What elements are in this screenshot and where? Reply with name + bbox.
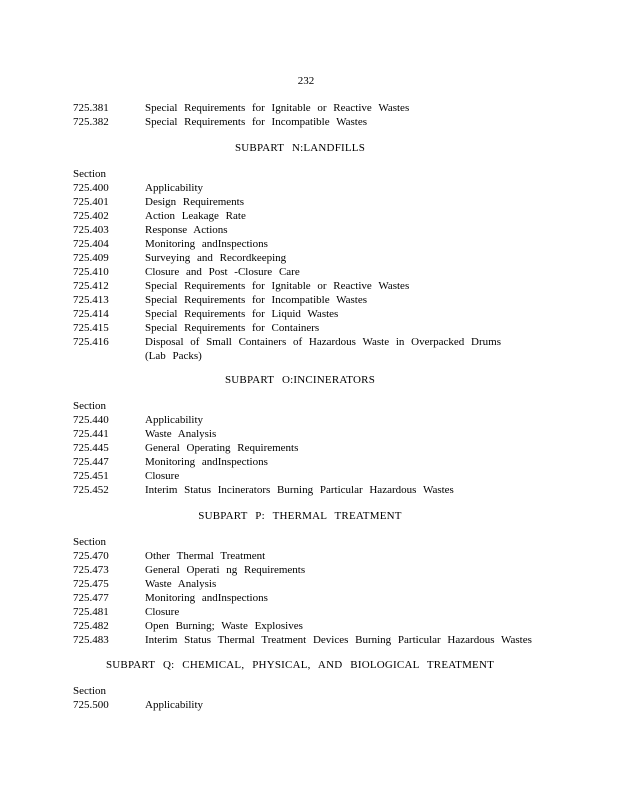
section-number: 725.414 — [73, 308, 109, 320]
section-title: Special Requirements for Liquid Wastes — [145, 308, 339, 320]
subpart-n-heading: SUBPART N:LANDFILLS — [234, 142, 366, 154]
section-title: Special Requirements for Incompatible Wastes — [145, 116, 368, 128]
section-label-row — [0, 399, 618, 413]
section-number: 725.452 — [73, 484, 109, 496]
subpart-q-heading: SUBPART Q: CHEMICAL, PHYSICAL, AND BIOLOGICAL TREATMENT — [105, 659, 495, 671]
section-title: Response Actions — [145, 224, 228, 236]
section-number: 725.410 — [73, 266, 109, 278]
section-number: 725.447 — [73, 456, 109, 468]
section-title: Waste Analysis — [145, 578, 217, 590]
section-label-row — [0, 684, 618, 698]
section-title: Special Requirements for Containers — [145, 322, 320, 334]
section-number: 725.382 — [73, 116, 109, 128]
list-item — [0, 101, 618, 115]
section-title: Special Requirements for Ignitable or Reactive Wastes — [145, 280, 410, 292]
list-item — [0, 605, 618, 619]
list-item — [0, 413, 618, 427]
section-title: Applicability — [145, 182, 204, 194]
section-title: Applicability — [145, 699, 204, 711]
section-title: General Operati ng Requirements — [145, 564, 306, 576]
section-label-row — [0, 167, 618, 181]
section-title: Interim Status Thermal Treatment Devices Burning Particular Hazardous Wastes — [145, 634, 532, 646]
list-item — [0, 251, 618, 265]
section-number: 725.402 — [73, 210, 109, 222]
section-number: 725.477 — [73, 592, 109, 604]
section-title: Open Burning; Waste Explosives — [145, 620, 303, 632]
section-label: Section — [73, 168, 106, 180]
section-number: 725.440 — [73, 414, 109, 426]
section-number: 725.500 — [73, 699, 109, 711]
list-item — [0, 469, 618, 483]
section-number: 725.415 — [73, 322, 109, 334]
section-number: 725.409 — [73, 252, 109, 264]
list-item — [0, 441, 618, 455]
subpart-o-list — [0, 399, 618, 497]
section-title: Closure — [145, 606, 180, 618]
section-number: 725.403 — [73, 224, 109, 236]
section-number: 725.475 — [73, 578, 109, 590]
section-title: Surveying and Recordkeeping — [145, 252, 287, 264]
list-item — [0, 427, 618, 441]
subpart-o-heading: SUBPART O:INCINERATORS — [224, 374, 376, 386]
section-number: 725.381 — [73, 102, 109, 114]
section-number: 725.404 — [73, 238, 109, 250]
section-title: Monitoring andInspections — [145, 592, 268, 604]
list-item — [0, 455, 618, 469]
section-label: Section — [73, 400, 106, 412]
list-item — [0, 307, 618, 321]
section-title: Applicability — [145, 414, 204, 426]
section-label: Section — [73, 685, 106, 697]
list-item — [0, 698, 618, 712]
list-item — [0, 563, 618, 577]
list-item — [0, 335, 618, 363]
section-title: Monitoring andInspections — [145, 238, 268, 250]
section-number: 725.470 — [73, 550, 109, 562]
list-item — [0, 223, 618, 237]
list-item — [0, 195, 618, 209]
top-entries — [0, 101, 618, 129]
section-number: 725.441 — [73, 428, 109, 440]
list-item — [0, 293, 618, 307]
section-title: Action Leakage Rate — [145, 210, 246, 222]
section-number: 725.482 — [73, 620, 109, 632]
list-item — [0, 483, 618, 497]
section-title: Monitoring andInspections — [145, 456, 268, 468]
section-number: 725.400 — [73, 182, 109, 194]
list-item — [0, 549, 618, 563]
list-item — [0, 619, 618, 633]
section-number: 725.451 — [73, 470, 109, 482]
section-number: 725.473 — [73, 564, 109, 576]
list-item — [0, 237, 618, 251]
subpart-q-list — [0, 684, 618, 712]
page-number: 232 — [297, 75, 315, 87]
subpart-p-heading: SUBPART P: THERMAL TREATMENT — [198, 510, 402, 522]
list-item — [0, 321, 618, 335]
list-item — [0, 591, 618, 605]
list-item — [0, 115, 618, 129]
section-number: 725.413 — [73, 294, 109, 306]
list-item — [0, 209, 618, 223]
section-number: 725.412 — [73, 280, 109, 292]
section-title: Closure and Post -Closure Care — [145, 266, 300, 278]
section-title: Waste Analysis — [145, 428, 217, 440]
section-title: Closure — [145, 470, 180, 482]
list-item — [0, 181, 618, 195]
list-item — [0, 577, 618, 591]
section-title: Other Thermal Treatment — [145, 550, 266, 562]
section-title: Disposal of Small Containers of Hazardous Waste in Overpacked Drums (Lab Packs) — [145, 336, 501, 362]
section-title: Special Requirements for Incompatible Wastes — [145, 294, 368, 306]
section-label-row — [0, 535, 618, 549]
list-item — [0, 265, 618, 279]
section-number: 725.483 — [73, 634, 109, 646]
section-title: Interim Status Incinerators Burning Particular Hazardous Wastes — [145, 484, 454, 496]
section-number: 725.416 — [73, 336, 109, 348]
section-number: 725.481 — [73, 606, 109, 618]
section-title: General Operating Requirements — [145, 442, 299, 454]
list-item — [0, 633, 618, 647]
subpart-n-list — [0, 167, 618, 363]
list-item — [0, 279, 618, 293]
section-label: Section — [73, 536, 106, 548]
section-title: Special Requirements for Ignitable or Reactive Wastes — [145, 102, 410, 114]
section-number: 725.445 — [73, 442, 109, 454]
section-title: Design Requirements — [145, 196, 245, 208]
section-number: 725.401 — [73, 196, 109, 208]
subpart-p-list — [0, 535, 618, 647]
